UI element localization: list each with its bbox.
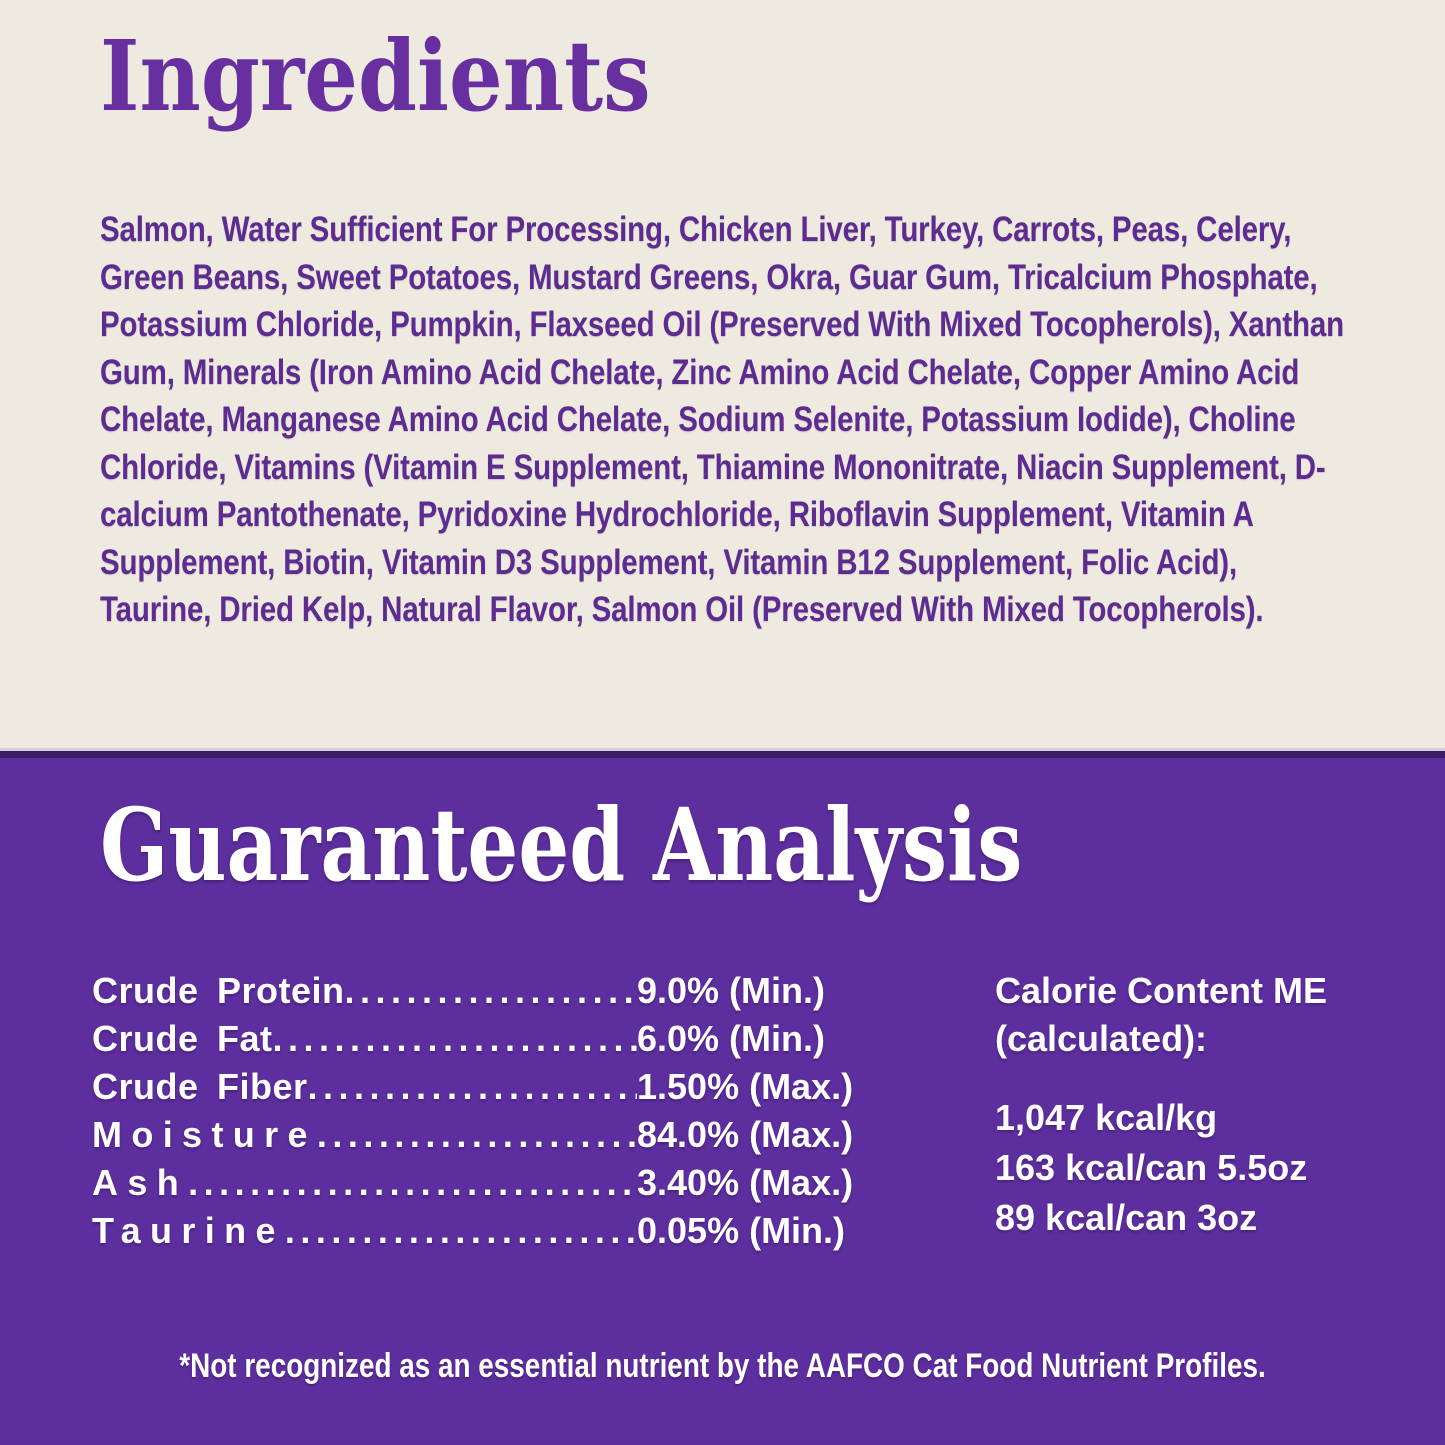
analysis-row-taurine — [92, 1207, 907, 1255]
dot-leader — [273, 1015, 637, 1063]
nutrient-value: 3.40% (Max.) — [637, 1162, 854, 1203]
analysis-row-crude-protein — [92, 967, 907, 1015]
ingredients-list-text: Salmon, Water Sufficient For Processing, Chicken Liver, Turkey, Carrots, Peas, Celery, Green Beans, Sweet Potatoes, Mustard Greens, Okra, Guar Gum, Tricalcium Phosphate, Potassium Chloride, Pumpkin, Flaxseed Oil (Preserved With Mixed Tocopherols), Xanthan Gum, Minerals (Iron Amino Acid Chelate, Zinc Amino Acid Chelate, Copper Amino Acid Chelate, Manganese Amino Acid Chelate, Sodium Selenite, Potassium Iodide), Choline Chloride, Vitamins (Vitamin E Supplement, Thiamine Mononitrate, Niacin Supplement, D-calcium Pantothenate, Pyridoxine Hydrochloride, Riboflavin Supplement, Vitamin A Supplement, Biotin, Vitamin D3 Supplement, Vitamin B12 Supplement, Folic Acid), Taurine, Dried Kelp, Natural Flavor, Salmon Oil (Preserved With Mixed Tocopherols). — [100, 210, 1345, 629]
calorie-content-heading: Calorie Content ME (calculated): — [995, 970, 1328, 1059]
nutrient-value: 6.0% (Min.) — [637, 1018, 826, 1059]
calorie-value-can-3: 89 kcal/can 3oz — [995, 1197, 1258, 1238]
analysis-row-crude-fiber — [92, 1063, 907, 1111]
analysis-row-ash — [92, 1159, 907, 1207]
nutrient-label: Taurine — [92, 1210, 285, 1251]
nutrient-label: Crude Protein — [92, 970, 345, 1011]
nutrient-label: Ash — [92, 1162, 189, 1203]
nutrient-value: 84.0% (Max.) — [637, 1114, 854, 1155]
dot-leader — [188, 1159, 637, 1207]
calorie-value-kg: 1,047 kcal/kg — [995, 1097, 1218, 1138]
nutrient-label: Crude Fat — [92, 1018, 273, 1059]
analysis-row-moisture — [92, 1111, 907, 1159]
calorie-content-block — [995, 967, 1445, 1243]
analysis-row-crude-fat — [92, 1015, 907, 1063]
nutrient-label: Crude Fiber — [92, 1066, 308, 1107]
dot-leader — [285, 1207, 637, 1255]
dot-leader — [317, 1111, 637, 1159]
nutrient-value: 9.0% (Min.) — [637, 970, 826, 1011]
calorie-content-values — [995, 1093, 1445, 1243]
calorie-value-can-55: 163 kcal/can 5.5oz — [995, 1147, 1308, 1188]
guaranteed-analysis-section — [0, 748, 1445, 1445]
section-divider — [0, 748, 1445, 758]
ingredients-title: Ingredients — [100, 19, 651, 133]
dot-leader — [308, 1063, 637, 1111]
nutrient-label: Moisture — [92, 1114, 317, 1155]
dot-leader — [345, 967, 637, 1015]
guaranteed-analysis-table — [92, 967, 907, 1255]
nutrient-value: 0.05% (Min.) — [637, 1210, 846, 1251]
aafco-footnote: *Not recognized as an essential nutrient by the AAFCO Cat Food Nutrient Profiles. — [179, 1347, 1266, 1385]
guaranteed-analysis-title: Guaranteed Analysis — [100, 786, 1023, 904]
nutrient-value: 1.50% (Max.) — [637, 1066, 854, 1107]
